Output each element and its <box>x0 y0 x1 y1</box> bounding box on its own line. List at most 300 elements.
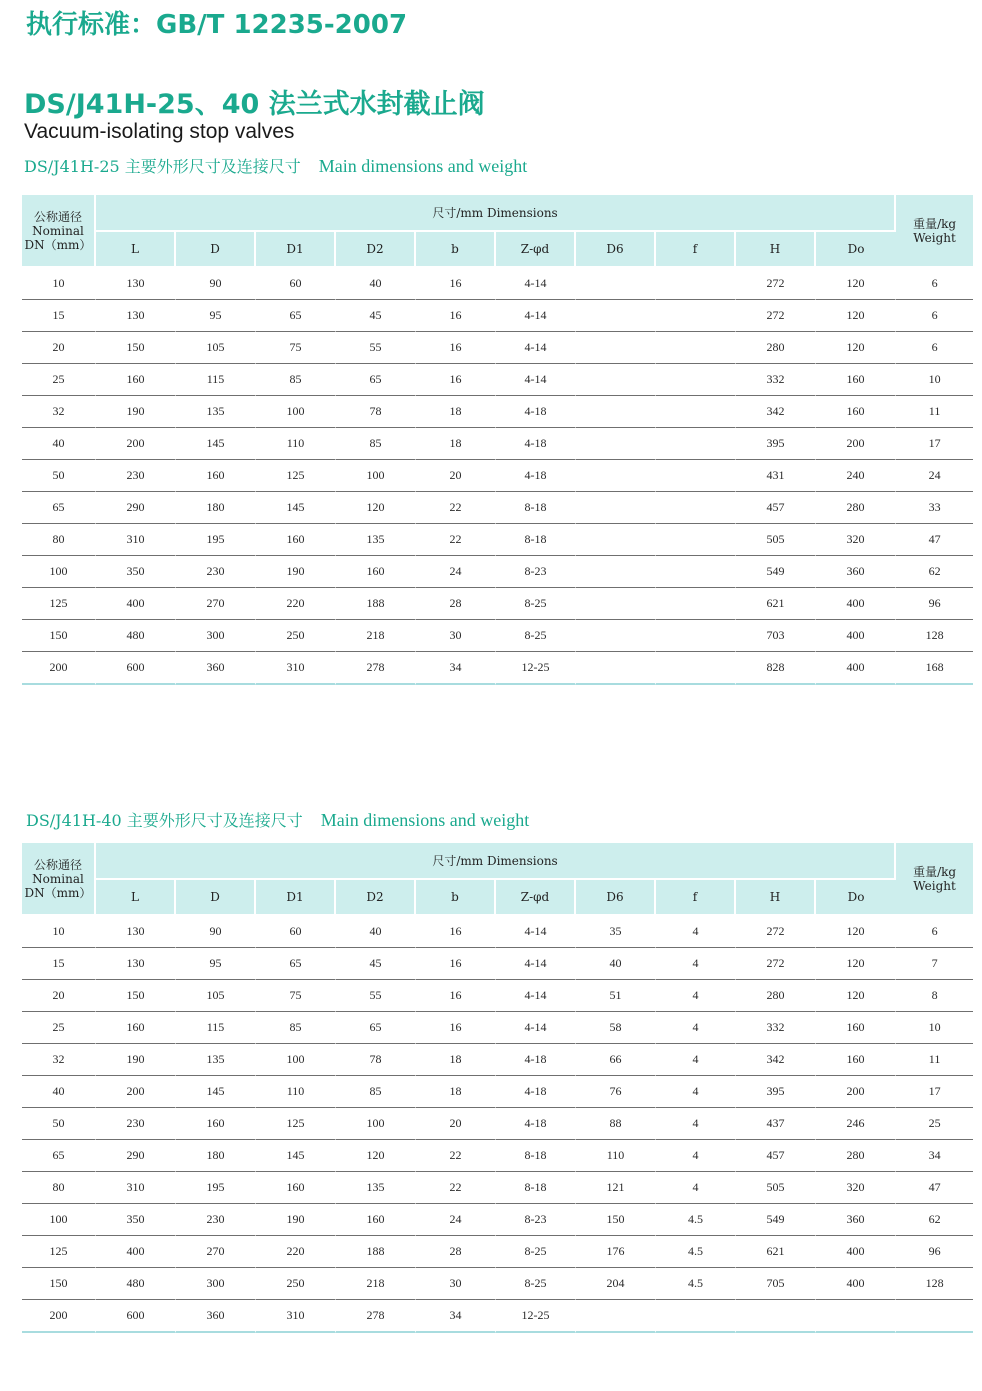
table-row <box>22 300 973 332</box>
table-cell: 278 <box>336 1300 416 1333</box>
table-row <box>22 524 973 556</box>
table-cell: 47 <box>896 1172 973 1204</box>
table-cell: 22 <box>416 524 496 556</box>
dn-header <box>22 195 96 268</box>
table-cell: 145 <box>176 1076 256 1108</box>
table-cell: 230 <box>176 556 256 588</box>
table-row <box>22 1140 973 1172</box>
weight-header <box>896 843 973 916</box>
table-cell: 4-14 <box>496 268 576 300</box>
col-header-z-phi-d: Z-φd <box>496 880 576 916</box>
table-cell: 310 <box>96 524 176 556</box>
table-cell: 96 <box>896 1236 973 1268</box>
table-cell: 10 <box>896 1012 973 1044</box>
table-cell: 120 <box>816 948 896 980</box>
table-cell: 4-14 <box>496 300 576 332</box>
table-cell: 50 <box>22 1108 96 1140</box>
table-cell: 6 <box>896 916 973 948</box>
col-header-Do: Do <box>816 880 896 916</box>
table-cell: 120 <box>816 300 896 332</box>
table-cell: 160 <box>816 396 896 428</box>
table-cell: 80 <box>22 524 96 556</box>
table-cell: 246 <box>816 1108 896 1140</box>
table-cell: 4-18 <box>496 1108 576 1140</box>
table-cell: 128 <box>896 1268 973 1300</box>
table-cell: 16 <box>416 948 496 980</box>
table-cell: 76 <box>576 1076 656 1108</box>
table-cell: 100 <box>336 1108 416 1140</box>
table-cell: 200 <box>816 428 896 460</box>
table40-caption-cn: DS/J41H-40 主要外形尺寸及连接尺寸 <box>26 811 303 830</box>
table-cell: 160 <box>256 1172 336 1204</box>
table-cell: 300 <box>176 620 256 652</box>
table-cell: 22 <box>416 1140 496 1172</box>
table-cell: 22 <box>416 492 496 524</box>
table-cell: 400 <box>96 1236 176 1268</box>
table-cell <box>656 524 736 556</box>
table-cell: 150 <box>96 332 176 364</box>
table-cell: 135 <box>336 524 416 556</box>
table-cell: 45 <box>336 948 416 980</box>
table-cell: 100 <box>256 1044 336 1076</box>
table-cell: 24 <box>896 460 973 492</box>
table-cell <box>576 300 656 332</box>
table-cell: 360 <box>816 1204 896 1236</box>
table-cell: 200 <box>96 1076 176 1108</box>
table-cell <box>896 1300 973 1333</box>
table-cell: 6 <box>896 300 973 332</box>
dn-header-cn: 公称通径 <box>33 209 82 224</box>
table-cell: 4-14 <box>496 916 576 948</box>
table-cell: 130 <box>96 300 176 332</box>
table-cell: 190 <box>96 396 176 428</box>
dn-header <box>22 843 96 916</box>
table-cell: 703 <box>736 620 816 652</box>
table-cell: 95 <box>176 300 256 332</box>
table-cell: 160 <box>176 1108 256 1140</box>
table25-caption <box>24 154 527 177</box>
table-cell: 10 <box>22 916 96 948</box>
table-cell: 4 <box>656 948 736 980</box>
table-row <box>22 980 973 1012</box>
col-header-D2: D2 <box>336 232 416 268</box>
table-cell: 50 <box>22 460 96 492</box>
table-cell: 18 <box>416 396 496 428</box>
table-cell <box>576 460 656 492</box>
table-cell: 15 <box>22 300 96 332</box>
table-cell <box>576 492 656 524</box>
table-cell: 200 <box>96 428 176 460</box>
table-cell: 400 <box>816 652 896 685</box>
table-cell <box>576 428 656 460</box>
table-cell: 400 <box>816 1236 896 1268</box>
product-title: DS/J41H-25、40 法兰式水封截止阀 <box>24 89 485 120</box>
table-cell <box>576 556 656 588</box>
table-cell <box>656 268 736 300</box>
table-cell: 11 <box>896 1044 973 1076</box>
table-cell: 125 <box>256 460 336 492</box>
table-cell: 75 <box>256 332 336 364</box>
table-cell: 7 <box>896 948 973 980</box>
table-cell: 480 <box>96 620 176 652</box>
dn-header-en2: DN（mm） <box>24 885 92 900</box>
table-cell: 17 <box>896 428 973 460</box>
table-cell: 195 <box>176 524 256 556</box>
table-cell: 78 <box>336 1044 416 1076</box>
table-cell: 220 <box>256 1236 336 1268</box>
table-cell: 250 <box>256 1268 336 1300</box>
table-cell: 25 <box>22 1012 96 1044</box>
table-cell: 218 <box>336 620 416 652</box>
table-cell: 290 <box>96 1140 176 1172</box>
table-cell <box>816 1300 896 1333</box>
col-header-f: f <box>656 232 736 268</box>
col-header-D: D <box>176 880 256 916</box>
table-cell: 20 <box>416 1108 496 1140</box>
col-header-Do: Do <box>816 232 896 268</box>
table-cell: 28 <box>416 1236 496 1268</box>
table-cell: 30 <box>416 620 496 652</box>
table-cell: 150 <box>576 1204 656 1236</box>
table-cell: 621 <box>736 1236 816 1268</box>
col-header-z-phi-d: Z-φd <box>496 232 576 268</box>
table-cell: 195 <box>176 1172 256 1204</box>
table-cell: 280 <box>736 332 816 364</box>
table-cell: 200 <box>22 1300 96 1333</box>
table-cell: 128 <box>896 620 973 652</box>
table-cell: 395 <box>736 1076 816 1108</box>
table-cell: 204 <box>576 1268 656 1300</box>
table-cell: 105 <box>176 980 256 1012</box>
table-cell: 4-14 <box>496 332 576 364</box>
table-cell: 332 <box>736 1012 816 1044</box>
dimensions-header: 尺寸/mm Dimensions <box>96 195 896 232</box>
col-header-D: D <box>176 232 256 268</box>
table-cell <box>656 556 736 588</box>
table-cell: 310 <box>256 652 336 685</box>
table-cell: 180 <box>176 492 256 524</box>
col-header-H: H <box>736 880 816 916</box>
table-row <box>22 1076 973 1108</box>
table-cell: 15 <box>22 948 96 980</box>
table-cell: 10 <box>896 364 973 396</box>
table-row <box>22 948 973 980</box>
table-cell: 34 <box>416 652 496 685</box>
table-cell: 16 <box>416 980 496 1012</box>
table-cell: 160 <box>96 1012 176 1044</box>
table-cell <box>656 492 736 524</box>
table-cell: 272 <box>736 268 816 300</box>
table-cell: 34 <box>896 1140 973 1172</box>
col-header-D6: D6 <box>576 232 656 268</box>
table-cell: 8-18 <box>496 524 576 556</box>
table-cell: 360 <box>176 652 256 685</box>
col-header-L: L <box>96 880 176 916</box>
table-row <box>22 396 973 428</box>
table-row <box>22 1204 973 1236</box>
table-cell: 437 <box>736 1108 816 1140</box>
table-cell: 190 <box>256 1204 336 1236</box>
table-cell: 58 <box>576 1012 656 1044</box>
table-cell: 100 <box>336 460 416 492</box>
table-cell: 22 <box>416 1172 496 1204</box>
table-row <box>22 620 973 652</box>
table-cell: 320 <box>816 524 896 556</box>
table-cell: 4.5 <box>656 1236 736 1268</box>
table-cell: 17 <box>896 1076 973 1108</box>
table-row <box>22 652 973 685</box>
table-cell: 135 <box>336 1172 416 1204</box>
table-cell: 8-25 <box>496 620 576 652</box>
table25-caption-cn: DS/J41H-25 主要外形尺寸及连接尺寸 <box>24 157 301 176</box>
table-row <box>22 428 973 460</box>
table-cell: 240 <box>816 460 896 492</box>
table-cell: 110 <box>256 1076 336 1108</box>
table-cell <box>656 396 736 428</box>
table-cell: 16 <box>416 332 496 364</box>
col-header-D6: D6 <box>576 880 656 916</box>
table-cell: 4-14 <box>496 364 576 396</box>
table-cell <box>656 588 736 620</box>
table-cell: 188 <box>336 588 416 620</box>
table-cell: 4.5 <box>656 1204 736 1236</box>
table-cell: 320 <box>816 1172 896 1204</box>
table-cell: 85 <box>256 364 336 396</box>
table-cell: 33 <box>896 492 973 524</box>
dimensions-header: 尺寸/mm Dimensions <box>96 843 896 880</box>
table-cell: 25 <box>22 364 96 396</box>
table-cell: 125 <box>22 1236 96 1268</box>
table-cell: 8 <box>896 980 973 1012</box>
table-cell <box>576 652 656 685</box>
table25 <box>22 195 973 685</box>
table-cell: 120 <box>816 916 896 948</box>
table-cell: 200 <box>816 1076 896 1108</box>
table-cell: 30 <box>416 1268 496 1300</box>
table-cell: 4 <box>656 1108 736 1140</box>
table-cell: 16 <box>416 1012 496 1044</box>
table-cell: 130 <box>96 916 176 948</box>
table-cell: 6 <box>896 332 973 364</box>
table-cell: 600 <box>96 1300 176 1333</box>
table-cell: 350 <box>96 556 176 588</box>
table-cell: 180 <box>176 1140 256 1172</box>
table-cell: 145 <box>256 1140 336 1172</box>
table-cell: 145 <box>256 492 336 524</box>
table-cell: 120 <box>816 980 896 1012</box>
table-cell: 24 <box>416 556 496 588</box>
col-header-D2: D2 <box>336 880 416 916</box>
table-cell: 120 <box>816 332 896 364</box>
table-cell: 35 <box>576 916 656 948</box>
table-cell: 60 <box>256 916 336 948</box>
table-row <box>22 1044 973 1076</box>
table-cell: 272 <box>736 916 816 948</box>
table-row <box>22 268 973 300</box>
table-cell: 4 <box>656 916 736 948</box>
weight-header-cn: 重量/kg <box>913 864 957 879</box>
table-cell: 65 <box>22 1140 96 1172</box>
weight-header-cn: 重量/kg <box>913 216 957 231</box>
table-cell: 80 <box>22 1172 96 1204</box>
table-cell: 45 <box>336 300 416 332</box>
table-cell: 280 <box>816 492 896 524</box>
table-row <box>22 588 973 620</box>
table-cell: 230 <box>176 1204 256 1236</box>
table-cell: 4-18 <box>496 1076 576 1108</box>
table-cell: 350 <box>96 1204 176 1236</box>
table-cell: 8-23 <box>496 556 576 588</box>
table-cell: 40 <box>336 268 416 300</box>
table-cell: 278 <box>336 652 416 685</box>
table-cell: 105 <box>176 332 256 364</box>
table-cell <box>576 588 656 620</box>
table-cell: 75 <box>256 980 336 1012</box>
table40-caption-en: Main dimensions and weight <box>320 810 530 830</box>
table-cell: 110 <box>576 1140 656 1172</box>
table-cell: 360 <box>176 1300 256 1333</box>
table-cell: 395 <box>736 428 816 460</box>
table-row <box>22 332 973 364</box>
table-cell: 828 <box>736 652 816 685</box>
table40 <box>22 843 973 1333</box>
table-cell: 145 <box>176 428 256 460</box>
table-cell: 121 <box>576 1172 656 1204</box>
table-cell: 4-18 <box>496 396 576 428</box>
table-cell: 47 <box>896 524 973 556</box>
table40-caption <box>26 808 529 831</box>
table-cell: 190 <box>96 1044 176 1076</box>
table-cell: 600 <box>96 652 176 685</box>
dn-header-en1: Nominal <box>32 871 84 886</box>
table-cell: 24 <box>416 1204 496 1236</box>
table-cell: 160 <box>816 1012 896 1044</box>
table-cell: 11 <box>896 396 973 428</box>
table-cell: 18 <box>416 1044 496 1076</box>
table-cell: 160 <box>816 364 896 396</box>
table-cell: 65 <box>336 364 416 396</box>
table-cell: 8-25 <box>496 1236 576 1268</box>
table-cell: 20 <box>22 332 96 364</box>
table-cell: 218 <box>336 1268 416 1300</box>
standard-heading: 执行标准：GB/T 12235-2007 <box>26 10 408 40</box>
table-cell: 55 <box>336 332 416 364</box>
table-row <box>22 1300 973 1333</box>
table-cell: 230 <box>96 460 176 492</box>
table-cell: 125 <box>22 588 96 620</box>
table-cell: 332 <box>736 364 816 396</box>
table-cell: 505 <box>736 1172 816 1204</box>
table-cell: 10 <box>22 268 96 300</box>
table-cell <box>576 268 656 300</box>
table-row <box>22 460 973 492</box>
weight-header-en: Weight <box>913 230 956 245</box>
table-cell: 250 <box>256 620 336 652</box>
table-cell: 120 <box>336 492 416 524</box>
table-cell: 272 <box>736 300 816 332</box>
table-cell <box>576 524 656 556</box>
col-header-D1: D1 <box>256 880 336 916</box>
table-cell: 60 <box>256 268 336 300</box>
table-cell: 4 <box>656 980 736 1012</box>
table-cell: 20 <box>416 460 496 492</box>
table-cell: 115 <box>176 1012 256 1044</box>
table-cell: 400 <box>96 588 176 620</box>
table-cell <box>576 332 656 364</box>
table-row <box>22 492 973 524</box>
table-cell: 4 <box>656 1140 736 1172</box>
table-cell: 4-14 <box>496 1012 576 1044</box>
table-cell: 8-23 <box>496 1204 576 1236</box>
table-cell: 18 <box>416 1076 496 1108</box>
table-cell: 88 <box>576 1108 656 1140</box>
table-cell: 160 <box>336 556 416 588</box>
table-cell: 40 <box>576 948 656 980</box>
table-cell: 160 <box>96 364 176 396</box>
table-cell: 51 <box>576 980 656 1012</box>
table-cell: 85 <box>256 1012 336 1044</box>
table-cell: 120 <box>816 268 896 300</box>
table-cell: 16 <box>416 300 496 332</box>
table-cell: 310 <box>96 1172 176 1204</box>
table-cell: 300 <box>176 1268 256 1300</box>
table-cell: 400 <box>816 588 896 620</box>
table-cell: 65 <box>256 948 336 980</box>
table-cell: 176 <box>576 1236 656 1268</box>
table-cell: 100 <box>22 1204 96 1236</box>
table-cell: 34 <box>416 1300 496 1333</box>
table-cell <box>576 364 656 396</box>
product-subtitle-en: Vacuum-isolating stop valves <box>24 120 295 143</box>
table-cell <box>576 396 656 428</box>
table-cell: 190 <box>256 556 336 588</box>
table-cell: 78 <box>336 396 416 428</box>
table-cell: 220 <box>256 588 336 620</box>
table-cell <box>576 1300 656 1333</box>
table-cell: 8-18 <box>496 1172 576 1204</box>
col-header-b: b <box>416 880 496 916</box>
table-cell: 100 <box>256 396 336 428</box>
table-cell: 6 <box>896 268 973 300</box>
table-cell: 55 <box>336 980 416 1012</box>
col-header-L: L <box>96 232 176 268</box>
table-cell: 32 <box>22 1044 96 1076</box>
table-cell: 16 <box>416 364 496 396</box>
table-cell <box>576 620 656 652</box>
table-cell: 200 <box>22 652 96 685</box>
table-row <box>22 556 973 588</box>
table-cell: 66 <box>576 1044 656 1076</box>
table-cell <box>656 428 736 460</box>
table-cell: 28 <box>416 588 496 620</box>
table-cell: 160 <box>336 1204 416 1236</box>
table-cell: 40 <box>336 916 416 948</box>
table-cell: 130 <box>96 268 176 300</box>
table-cell: 65 <box>336 1012 416 1044</box>
table-cell: 8-25 <box>496 588 576 620</box>
table-cell: 230 <box>96 1108 176 1140</box>
table-cell: 505 <box>736 524 816 556</box>
table-cell: 150 <box>96 980 176 1012</box>
table-cell: 280 <box>816 1140 896 1172</box>
table-cell: 16 <box>416 916 496 948</box>
table-row <box>22 364 973 396</box>
table-cell <box>656 1300 736 1333</box>
table-cell: 160 <box>176 460 256 492</box>
table-cell: 400 <box>816 620 896 652</box>
table-cell: 4 <box>656 1076 736 1108</box>
table-cell: 40 <box>22 428 96 460</box>
